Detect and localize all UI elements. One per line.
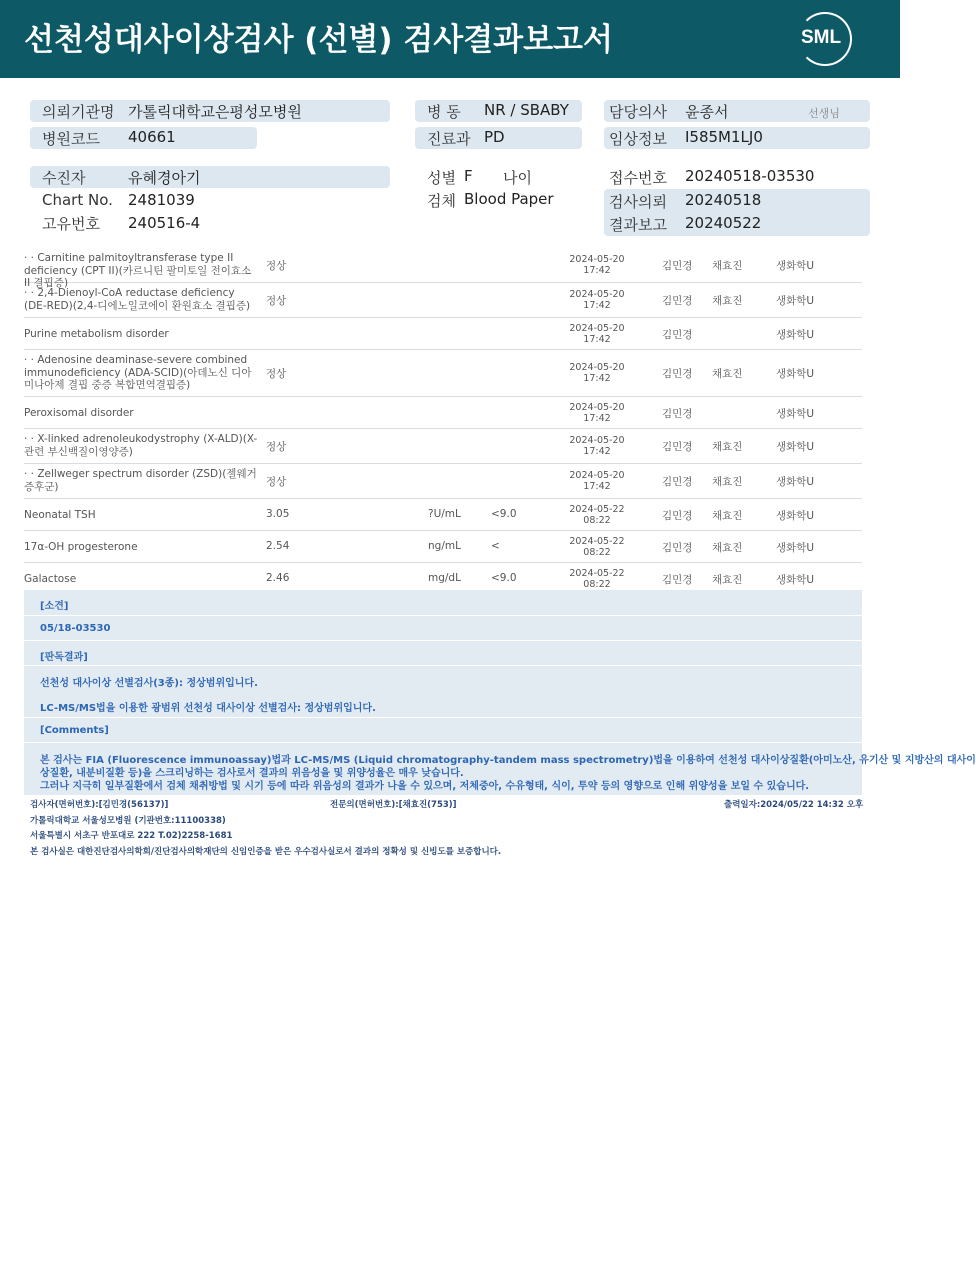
section-interpretation	[24, 641, 862, 666]
department: 생화학U	[776, 510, 815, 522]
test-time: 17:42	[583, 413, 611, 424]
results-table	[24, 247, 862, 596]
receipt-label: 접수번호	[609, 169, 667, 187]
comments-line-2: 상질환, 내분비질환 등)을 스크리닝하는 검사로서 결과의 위음성을 및 위양성율은 매우 낮습니다.	[40, 768, 464, 779]
section-comments-text	[24, 743, 976, 796]
verifier: 채효진	[712, 295, 743, 307]
sex-label: 성별	[427, 169, 456, 187]
test-time: 17:42	[583, 265, 611, 276]
table-row	[24, 318, 862, 350]
result-value: 3.05	[266, 508, 290, 520]
unit: mg/dL	[428, 572, 461, 584]
ward-value: NR / SBABY	[484, 101, 569, 119]
department: 생화학U	[776, 368, 815, 380]
technician: 김민경	[662, 476, 693, 488]
test-datetime	[567, 568, 627, 590]
report-date-value: 20240522	[685, 214, 762, 232]
department: 생화학U	[776, 441, 815, 453]
result-value: 정상	[266, 368, 287, 380]
report-header	[0, 0, 900, 78]
test-name: · · Adenosine deaminase-severe combined immunodeficiency (ADA-SCID)(아데노신 디아미나아제 결핍 중증 복합면역결핍증)	[24, 354, 252, 391]
test-time: 08:22	[583, 515, 611, 526]
test-date: 2024-05-20	[569, 323, 625, 334]
technician: 김민경	[662, 441, 693, 453]
test-datetime	[567, 536, 627, 558]
chart-value: 2481039	[128, 191, 195, 209]
footer-address: 서울특별시 서초구 반포대로 222 T.02)2258-1681	[30, 831, 233, 841]
footer-printed: 출력일자:2024/05/22 14:32 오후	[724, 800, 864, 810]
footer-tester: 검사자(면허번호):[김민경(56137)]	[30, 800, 169, 810]
verifier: 채효진	[712, 510, 743, 522]
doctor-value: 윤종서	[685, 103, 729, 121]
uid-value: 240516-4	[128, 214, 201, 232]
test-datetime	[567, 470, 627, 492]
result-value: 정상	[266, 260, 287, 272]
unit: ?U/mL	[428, 508, 461, 520]
technician: 김민경	[662, 260, 693, 272]
test-name: · · X-linked adrenoleukodystrophy (X-ALD)(X-관련 부신백질이영양증)	[24, 433, 258, 458]
section-comments	[24, 718, 862, 743]
test-date: 2024-05-20	[569, 470, 625, 481]
result-value: 정상	[266, 441, 287, 453]
result-value: 2.54	[266, 540, 290, 552]
clinical-value: I585M1LJ0	[685, 128, 763, 146]
test-time: 08:22	[583, 547, 611, 558]
footer-cert: 본 검사실은 대한진단검사의학회/진단검사의학재단의 신임인증을 받은 우수검사실로서 결과의 정확성 및 신빙도를 보증합니다.	[30, 847, 502, 857]
institution-value: 가톨릭대학교은평성모병원	[128, 103, 302, 121]
technician: 김민경	[662, 574, 693, 586]
test-name: Purine metabolism disorder	[24, 328, 169, 340]
verifier: 채효진	[712, 260, 743, 272]
patient-label: 수진자	[42, 169, 86, 187]
test-time: 17:42	[583, 481, 611, 492]
doctor-label: 담당의사	[609, 103, 667, 121]
findings-heading: [소견]	[40, 601, 69, 612]
test-time: 17:42	[583, 373, 611, 384]
interpretation-heading: [판독결과]	[40, 652, 88, 663]
table-row	[24, 531, 862, 563]
reference-range: <	[491, 540, 500, 552]
specimen-label: 검체	[427, 192, 456, 210]
reference-range: <9.0	[491, 572, 517, 584]
test-date: 2024-05-20	[569, 402, 625, 413]
result-value: 정상	[266, 295, 287, 307]
section-findings	[24, 590, 862, 616]
verifier: 채효진	[712, 441, 743, 453]
department: 생화학U	[776, 295, 815, 307]
test-date: 2024-05-22	[569, 568, 625, 579]
table-row	[24, 397, 862, 429]
table-row	[24, 499, 862, 531]
chart-label: Chart No.	[42, 191, 113, 209]
interpretation-line-1: 선천성 대사이상 선별검사(3종): 정상범위입니다.	[40, 678, 258, 689]
reference-range: <9.0	[491, 508, 517, 520]
department: 생화학U	[776, 329, 815, 341]
findings-receipt: 05/18-03530	[40, 623, 111, 634]
technician: 김민경	[662, 510, 693, 522]
test-name: Galactose	[24, 573, 77, 585]
section-receipt	[24, 616, 862, 641]
verifier: 채효진	[712, 574, 743, 586]
comments-line-1: 본 검사는 FIA (Fluorescence immunoassay)법과 LC-MS/MS (Liquid chromatography-tandem mass spectrometry)법을 이용하여 선천성 대사이상질환(아미노산, 유기산 및 지방산의 대사이	[40, 755, 976, 766]
test-time: 08:22	[583, 579, 611, 590]
verifier: 채효진	[712, 368, 743, 380]
test-name: Neonatal TSH	[24, 509, 96, 521]
test-datetime	[567, 402, 627, 424]
institution-label: 의뢰기관명	[42, 103, 115, 121]
unit: ng/mL	[428, 540, 461, 552]
interpretation-line-2: LC-MS/MS법을 이용한 광범위 선천성 대사이상 선별검사: 정상범위입니다.	[40, 703, 376, 714]
test-date: 2024-05-22	[569, 536, 625, 547]
logo-text: SML	[801, 27, 842, 48]
receipt-value: 20240518-03530	[685, 167, 815, 185]
result-value: 2.46	[266, 572, 290, 584]
test-name: 17α-OH progesterone	[24, 541, 138, 553]
department: 생화학U	[776, 476, 815, 488]
test-name: Peroxisomal disorder	[24, 407, 134, 419]
test-time: 17:42	[583, 446, 611, 457]
report-date-label: 결과보고	[609, 216, 667, 234]
verifier: 채효진	[712, 476, 743, 488]
test-time: 17:42	[583, 334, 611, 345]
technician: 김민경	[662, 408, 693, 420]
technician: 김민경	[662, 368, 693, 380]
section-interpretation-text	[24, 666, 862, 718]
test-datetime	[567, 504, 627, 526]
department: 생화학U	[776, 542, 815, 554]
hospcode-label: 병원코드	[42, 130, 100, 148]
patient-value: 유혜경아기	[128, 169, 201, 187]
dept-value: PD	[484, 128, 505, 146]
test-date: 2024-05-22	[569, 504, 625, 515]
table-row	[24, 464, 862, 499]
table-row	[24, 283, 862, 318]
technician: 김민경	[662, 295, 693, 307]
uid-label: 고유번호	[42, 215, 100, 233]
technician: 김민경	[662, 329, 693, 341]
test-date: 2024-05-20	[569, 289, 625, 300]
comments-line-3: 그러나 지극히 일부질환에서 검체 채취방법 및 시기 등에 따라 위음성의 결과가 나올 수 있으며, 저체중아, 수유형태, 식이, 투약 등의 영향으로 인해 위양성을 보일 수 있습니다.	[40, 781, 810, 792]
footer-specialist: 전문의(면허번호):[채효진(753)]	[330, 800, 457, 810]
test-datetime	[567, 362, 627, 384]
table-row	[24, 247, 862, 289]
request-label: 검사의뢰	[609, 193, 667, 211]
test-datetime	[567, 289, 627, 311]
department: 생화학U	[776, 260, 815, 272]
department: 생화학U	[776, 574, 815, 586]
sml-logo	[798, 12, 852, 66]
test-datetime	[567, 254, 627, 276]
sex-value: F	[464, 167, 473, 185]
result-value: 정상	[266, 476, 287, 488]
request-value: 20240518	[685, 191, 762, 209]
table-row	[24, 350, 862, 397]
department: 생화학U	[776, 408, 815, 420]
specimen-value: Blood Paper	[464, 190, 554, 208]
test-time: 17:42	[583, 300, 611, 311]
age-label: 나이	[503, 169, 532, 187]
ward-label: 병 동	[427, 103, 461, 121]
test-date: 2024-05-20	[569, 254, 625, 265]
test-date: 2024-05-20	[569, 435, 625, 446]
comments-heading: [Comments]	[40, 725, 109, 736]
hospcode-value: 40661	[128, 128, 176, 146]
test-name: · · 2,4-Dienoyl-CoA reductase deficiency (DE-RED)(2,4-디에노일코에이 환원효소 결핍증)	[24, 287, 251, 312]
table-row	[24, 429, 862, 464]
test-datetime	[567, 323, 627, 345]
test-datetime	[567, 435, 627, 457]
footer-hospital: 가톨릭대학교 서울성모병원 (기관번호:11100338)	[30, 816, 226, 826]
technician: 김민경	[662, 542, 693, 554]
clinical-label: 임상정보	[609, 130, 667, 148]
test-date: 2024-05-20	[569, 362, 625, 373]
test-name: · · Carnitine palmitoyltransferase type II deficiency (CPT II)(카르니틴 팔미토일 전이효소 II 결핍증)	[24, 252, 252, 289]
test-name: · · Zellweger spectrum disorder (ZSD)(젤웨거 증후군)	[24, 468, 257, 493]
dept-label: 진료과	[427, 130, 471, 148]
doctor-suffix: 선생님	[808, 107, 840, 120]
report-title: 선천성대사이상검사 (선별) 검사결과보고서	[24, 22, 613, 58]
verifier: 채효진	[712, 542, 743, 554]
